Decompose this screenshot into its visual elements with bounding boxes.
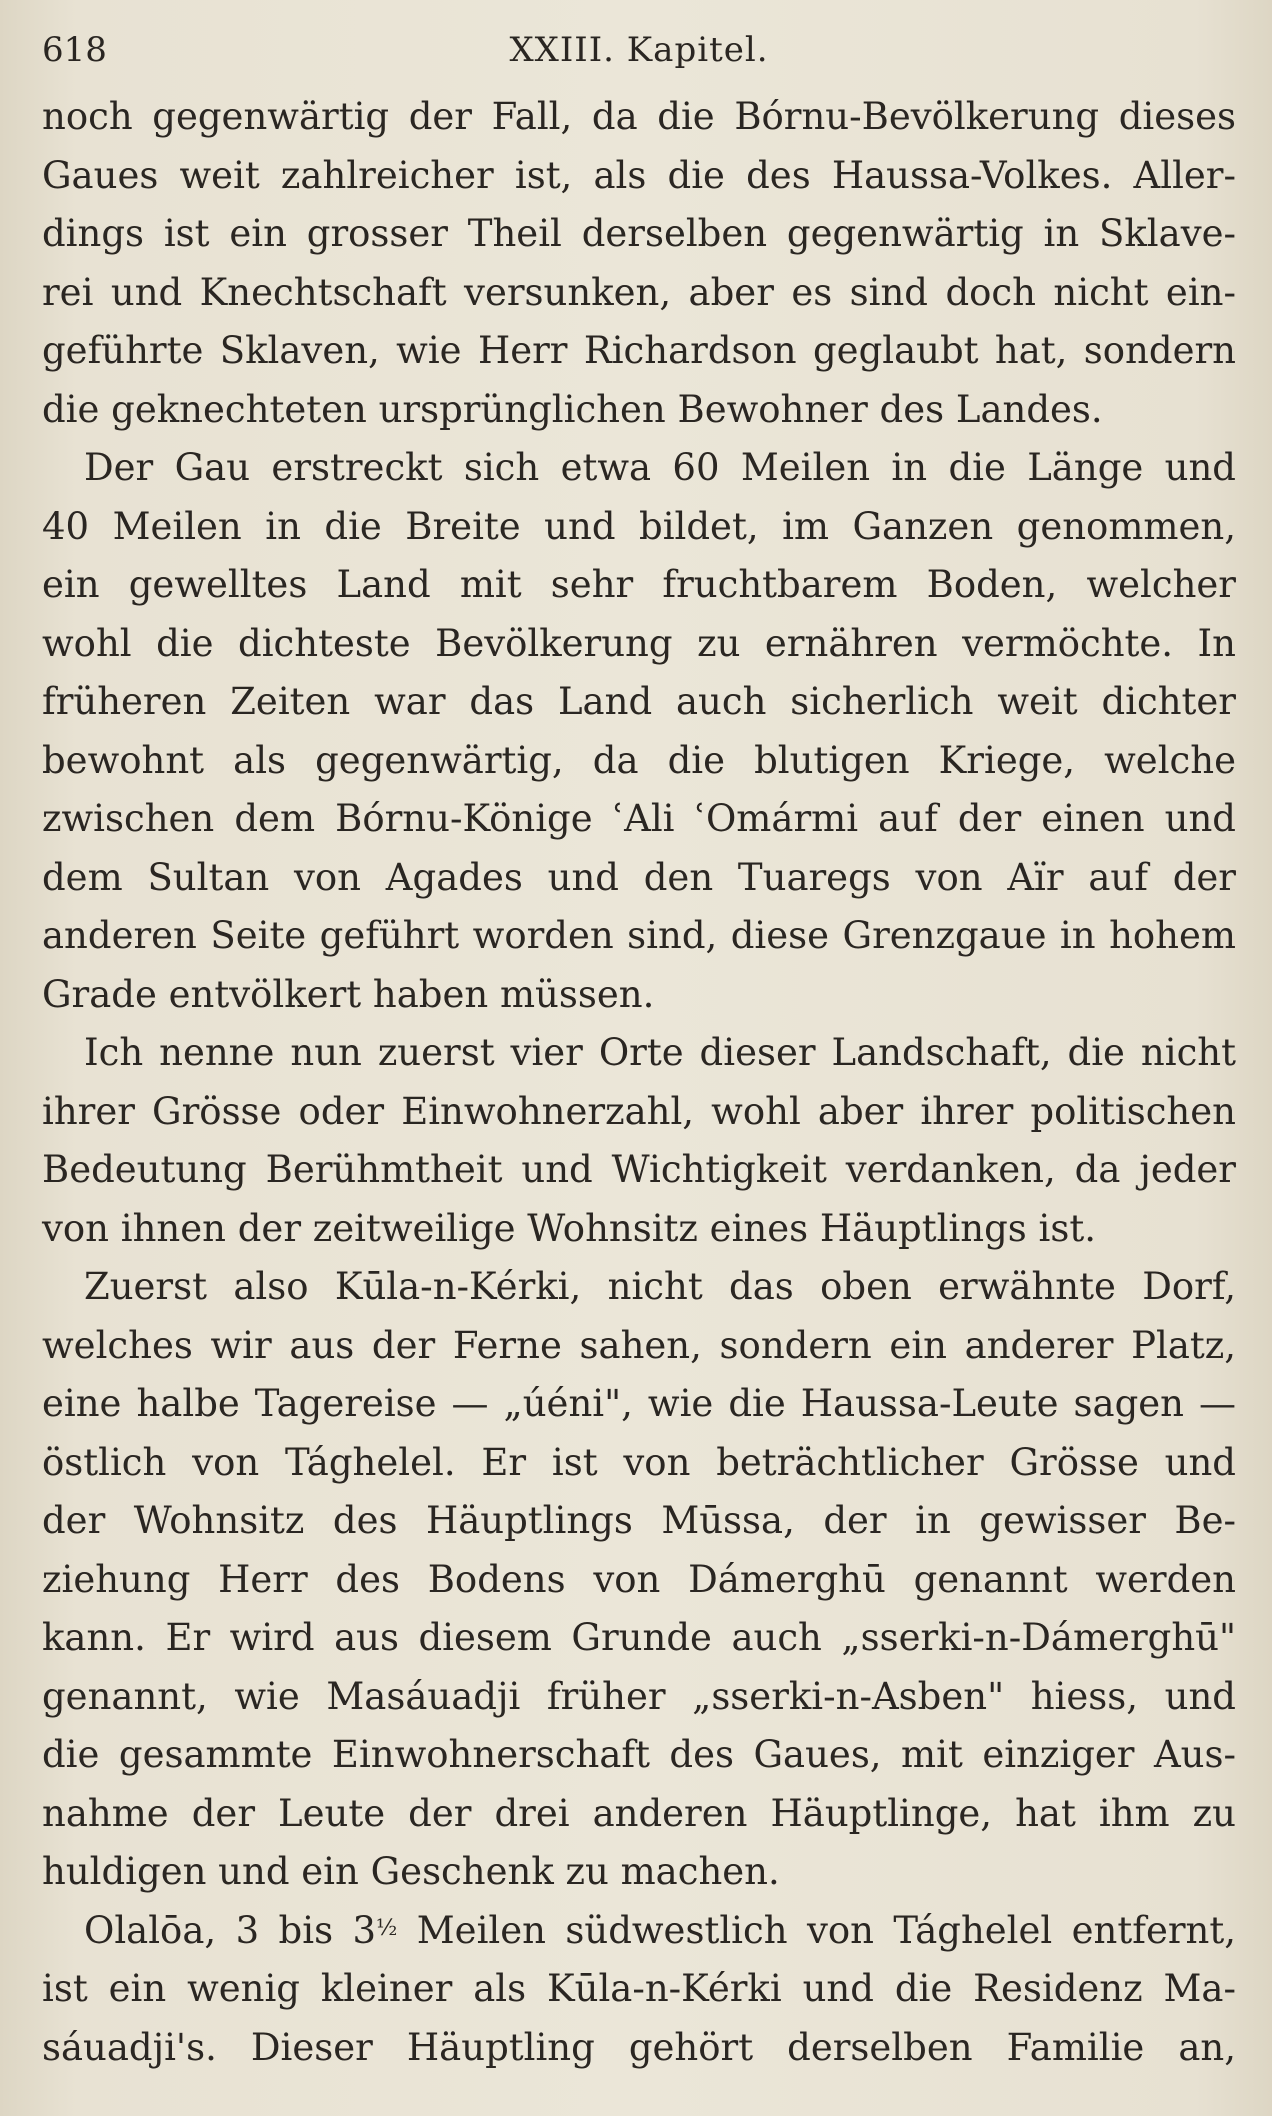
text-line: Bedeutung Berühmtheit und Wichtigkeit verdanken, da jeder [42,1148,1236,1191]
paragraph [42,439,1236,1024]
text-line: Grade entvölkert haben müssen. [42,972,655,1016]
text-line: ziehung Herr des Bodens von Dámerghū genannt werden [42,1557,1236,1601]
text-line: zwischen dem Bórnu-Könige ʿAli ʿOmármi auf der einen und [42,797,1236,840]
paragraph [42,1902,1236,2078]
text-line: sáuadji's. Dieser Häuptling gehört derselben Familie an, [42,2025,1236,2069]
text-line: welches wir aus der Ferne sahen, sondern ein anderer Platz, [42,1323,1236,1367]
text-line: Zuerst also Kūla-n-Kérki, nicht das oben erwähnte Dorf, [84,1265,1236,1308]
text-line: eine halbe Tagereise — „úéni", wie die Haussa-Leute sagen — [42,1382,1236,1425]
chapter-title: XXIII. Kapitel. [509,30,769,70]
text-line: anderen Seite geführt worden sind, diese Grenzgaue in hohem [42,914,1236,957]
text-line: bewohnt als gegenwärtig, da die blutigen Kriege, welche [42,738,1236,782]
text-line: geführte Sklaven, wie Herr Richardson geglaubt hat, sondern [42,329,1236,372]
text-line: Gaues weit zahlreicher ist, als die des Haussa-Volkes. Aller- [42,153,1236,197]
text-line: früheren Zeiten war das Land auch sicherlich weit dichter [42,680,1236,723]
text-line: der Wohnsitz des Häuptlings Mūssa, der in gewisser Be- [42,1499,1236,1542]
text-line: ihrer Grösse oder Einwohnerzahl, wohl aber ihrer politischen [42,1089,1236,1133]
text-line: kann. Er wird aus diesem Grunde auch „sserki-n-Dámerghū" [42,1616,1236,1659]
text-line: 40 Meilen in die Breite und bildet, im Ganzen genommen, [42,504,1236,548]
text-line: die geknechteten ursprünglichen Bewohner des Landes. [42,387,1103,431]
fraction-half: ½ [376,1915,398,1941]
text-line: ist ein wenig kleiner als Kūla-n-Kérki und die Residenz Ma- [42,1967,1236,2010]
running-head [42,22,1236,78]
paragraph [42,88,1236,439]
text-line: dings ist ein grosser Theil derselben gegenwärtig in Sklave- [42,212,1236,255]
text-line: rei und Knechtschaft versunken, aber es sind doch nicht ein- [42,270,1236,314]
paragraph [42,1024,1236,1258]
text-line: die gesammte Einwohnerschaft des Gaues, mit einziger Aus- [42,1733,1236,1776]
text-line: Olalōa, 3 bis 3½ Meilen südwestlich von Tághelel entfernt, [84,1908,1236,1952]
paragraph [42,1258,1236,1902]
text-line: östlich von Tághelel. Er ist von beträchtlicher Grösse und [42,1440,1236,1484]
text-line: genannt, wie Masáuadji früher „sserki-n-Asben" hiess, und [42,1674,1236,1718]
text-line: Der Gau erstreckt sich etwa 60 Meilen in die Länge und [84,446,1236,489]
text-line: ein gewelltes Land mit sehr fruchtbarem Boden, welcher [42,563,1236,606]
text-line: von ihnen der zeitweilige Wohnsitz eines Häuptlings ist. [42,1206,1096,1250]
text-line: wohl die dichteste Bevölkerung zu ernähren vermöchte. In [42,621,1236,665]
text-line: nahme der Leute der drei anderen Häuptlinge, hat ihm zu [42,1791,1236,1835]
text-line: huldigen und ein Geschenk zu machen. [42,1850,780,1893]
page-number: 618 [42,30,107,70]
text-line: Ich nenne nun zuerst vier Orte dieser Landschaft, die nicht [84,1031,1236,1074]
text-body [42,88,1236,2077]
text-line: dem Sultan von Agades und den Tuaregs von Aïr auf der [42,855,1236,899]
text-line: noch gegenwärtig der Fall, da die Bórnu-Bevölkerung dieses [42,95,1236,138]
